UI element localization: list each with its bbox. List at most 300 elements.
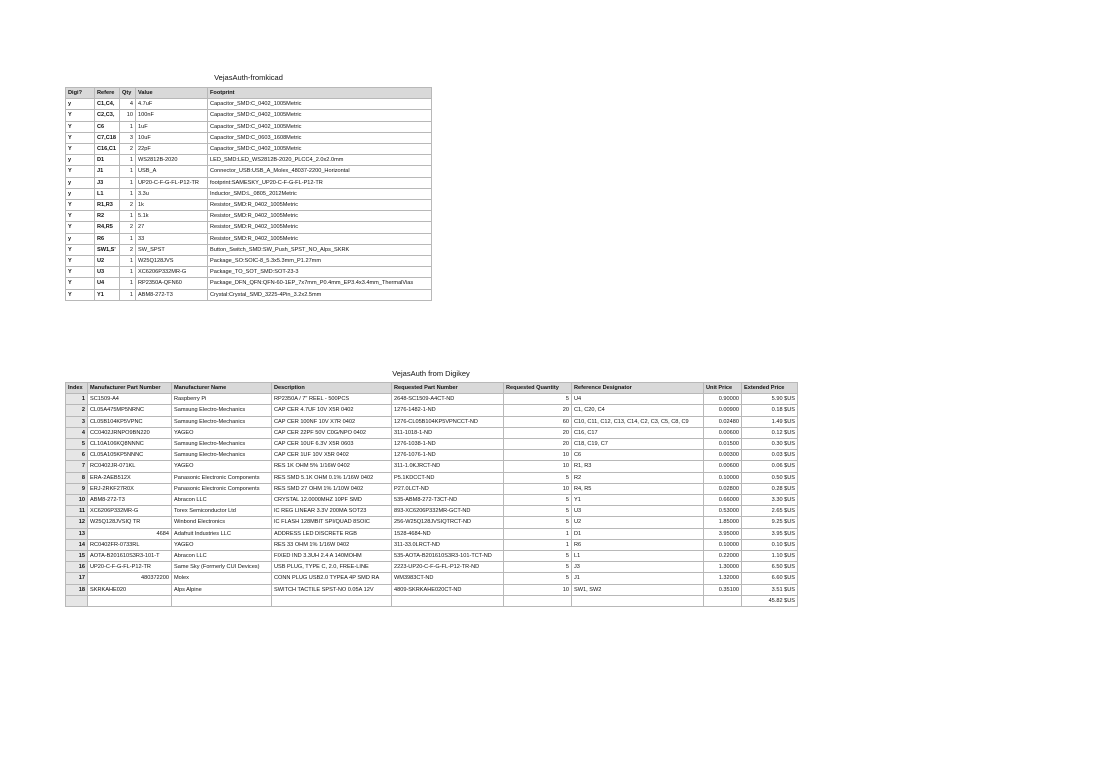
- kicad-cell: Y: [66, 244, 95, 255]
- kicad-cell: 1k: [136, 200, 208, 211]
- digikey-cell: 5: [504, 562, 572, 573]
- digikey-cell: 0.30 $US: [742, 439, 798, 450]
- empty-cell: [272, 595, 392, 606]
- table-row: [66, 405, 798, 416]
- digikey-cell: CC0402JRNPO9BN220: [88, 427, 172, 438]
- digikey-cell: 20: [504, 427, 572, 438]
- kicad-cell: 1: [120, 256, 136, 267]
- digikey-cell: SC1509-A4: [88, 394, 172, 405]
- kicad-cell: C2,C3,: [95, 110, 120, 121]
- kicad-cell: Capacitor_SMD:C_0402_1005Metric: [208, 144, 432, 155]
- table-row: [66, 233, 432, 244]
- digikey-cell: 1.32000: [704, 573, 742, 584]
- digikey-cell: 2: [66, 405, 88, 416]
- digikey-cell: ERA-2AEB512X: [88, 472, 172, 483]
- digikey-cell: 1276-1076-1-ND: [392, 450, 504, 461]
- kicad-cell: Inductor_SMD:L_0805_2012Metric: [208, 188, 432, 199]
- kicad-cell: C1,C4,: [95, 99, 120, 110]
- digikey-cell: FIXED IND 3.3UH 2.4 A 140MOHM: [272, 551, 392, 562]
- digikey-cell: 6.50 $US: [742, 562, 798, 573]
- table2-title: VejasAuth from Digikey: [392, 369, 470, 378]
- digikey-cell: W25Q128JVSIQ TR: [88, 517, 172, 528]
- table-row: [66, 267, 432, 278]
- digikey-cell: YAGEO: [172, 461, 272, 472]
- digikey-cell: YAGEO: [172, 539, 272, 550]
- digikey-cell: 0.28 $US: [742, 483, 798, 494]
- digikey-cell: RES 1K OHM 5% 1/16W 0402: [272, 461, 392, 472]
- digikey-header-cell: Requested Part Number: [392, 383, 504, 394]
- digikey-cell: Samsung Electro-Mechanics: [172, 416, 272, 427]
- digikey-cell: Panasonic Electronic Components: [172, 472, 272, 483]
- digikey-cell: 893-XC6206P332MR-GCT-ND: [392, 506, 504, 517]
- table-row: [66, 528, 798, 539]
- digikey-cell: 9: [66, 483, 88, 494]
- kicad-cell: 1: [120, 121, 136, 132]
- digikey-cell: Samsung Electro-Mechanics: [172, 450, 272, 461]
- digikey-cell: 4809-SKRKAHE020CT-ND: [392, 584, 504, 595]
- digikey-cell: 10: [504, 450, 572, 461]
- digikey-cell: Abracon LLC: [172, 551, 272, 562]
- digikey-bom-table: [65, 382, 798, 607]
- digikey-cell: 311-1018-1-ND: [392, 427, 504, 438]
- kicad-cell: Resistor_SMD:R_0402_1005Metric: [208, 233, 432, 244]
- table-row: [66, 244, 432, 255]
- kicad-cell: C6: [95, 121, 120, 132]
- digikey-cell: 0.01500: [704, 439, 742, 450]
- kicad-cell: Y: [66, 256, 95, 267]
- digikey-cell: 5.90 $US: [742, 394, 798, 405]
- digikey-cell: CAP CER 1UF 10V X5R 0402: [272, 450, 392, 461]
- digikey-cell: 1.85000: [704, 517, 742, 528]
- kicad-cell: y: [66, 99, 95, 110]
- digikey-cell: 1: [504, 539, 572, 550]
- kicad-cell: Y1: [95, 289, 120, 300]
- kicad-cell: J1: [95, 166, 120, 177]
- digikey-cell: 0.00600: [704, 427, 742, 438]
- digikey-cell: R1, R3: [572, 461, 704, 472]
- digikey-cell: UP20-C-F-G-FL-P12-TR: [88, 562, 172, 573]
- digikey-cell: RES SMD 5.1K OHM 0.1% 1/16W 0402: [272, 472, 392, 483]
- digikey-cell: 3.30 $US: [742, 495, 798, 506]
- kicad-cell: 33: [136, 233, 208, 244]
- digikey-cell: 1: [504, 528, 572, 539]
- kicad-cell: Resistor_SMD:R_0402_1005Metric: [208, 222, 432, 233]
- digikey-cell: 0.53000: [704, 506, 742, 517]
- table-row: [66, 222, 432, 233]
- kicad-cell: Resistor_SMD:R_0402_1005Metric: [208, 211, 432, 222]
- digikey-cell: CL10A106KQ8NNNC: [88, 439, 172, 450]
- kicad-header-cell: Qty: [120, 88, 136, 99]
- digikey-cell: CAP CER 10UF 6.3V X5R 0603: [272, 439, 392, 450]
- table-row: [66, 427, 798, 438]
- digikey-cell: RES SMD 27 OHM 1% 1/10W 0402: [272, 483, 392, 494]
- empty-cell: [172, 595, 272, 606]
- digikey-cell: 3: [66, 416, 88, 427]
- digikey-cell: 0.90000: [704, 394, 742, 405]
- digikey-cell: 20: [504, 439, 572, 450]
- digikey-cell: 0.00300: [704, 450, 742, 461]
- digikey-cell: 1276-1038-1-ND: [392, 439, 504, 450]
- kicad-cell: 3.3u: [136, 188, 208, 199]
- digikey-cell: 15: [66, 551, 88, 562]
- digikey-header-cell: Manufacturer Part Number: [88, 383, 172, 394]
- kicad-cell: Y: [66, 110, 95, 121]
- kicad-cell: R4,R5: [95, 222, 120, 233]
- digikey-cell: SKRKAHE020: [88, 584, 172, 595]
- digikey-cell: 4: [66, 427, 88, 438]
- digikey-header-cell: Reference Designator: [572, 383, 704, 394]
- kicad-cell: USB_A: [136, 166, 208, 177]
- digikey-cell: 9.25 $US: [742, 517, 798, 528]
- table-row: [66, 278, 432, 289]
- table-row: [66, 584, 798, 595]
- kicad-cell: Resistor_SMD:R_0402_1005Metric: [208, 200, 432, 211]
- empty-cell: [392, 595, 504, 606]
- digikey-cell: SWITCH TACTILE SPST-NO 0.05A 12V: [272, 584, 392, 595]
- digikey-cell: YAGEO: [172, 427, 272, 438]
- digikey-cell: 3.95 $US: [742, 528, 798, 539]
- digikey-cell: C16, C17: [572, 427, 704, 438]
- digikey-cell: 0.00600: [704, 461, 742, 472]
- digikey-header-cell: Requested Quantity: [504, 383, 572, 394]
- digikey-cell: 4684: [88, 528, 172, 539]
- digikey-cell: 16: [66, 562, 88, 573]
- digikey-cell: 3.51 $US: [742, 584, 798, 595]
- digikey-cell: 0.00900: [704, 405, 742, 416]
- digikey-cell: Abracon LLC: [172, 495, 272, 506]
- table-row: [66, 483, 798, 494]
- digikey-cell: 535-ABM8-272-T3CT-ND: [392, 495, 504, 506]
- digikey-cell: J3: [572, 562, 704, 573]
- table-row: [66, 144, 432, 155]
- digikey-cell: 256-W25Q128JVSIQTRCT-ND: [392, 517, 504, 528]
- digikey-cell: Samsung Electro-Mechanics: [172, 439, 272, 450]
- digikey-cell: 0.06 $US: [742, 461, 798, 472]
- kicad-cell: 3: [120, 132, 136, 143]
- kicad-cell: Y: [66, 144, 95, 155]
- digikey-cell: Raspberry Pi: [172, 394, 272, 405]
- kicad-cell: 2: [120, 200, 136, 211]
- digikey-cell: RC0402FR-0733RL: [88, 539, 172, 550]
- kicad-cell: XC6206P332MR-G: [136, 267, 208, 278]
- digikey-cell: CAP CER 22PF 50V C0G/NPO 0402: [272, 427, 392, 438]
- digikey-cell: Torex Semiconductor Ltd: [172, 506, 272, 517]
- table-row: [66, 495, 798, 506]
- kicad-cell: y: [66, 177, 95, 188]
- table-row: [66, 99, 432, 110]
- kicad-cell: 5.1k: [136, 211, 208, 222]
- empty-cell: [66, 595, 88, 606]
- kicad-cell: Capacitor_SMD:C_0402_1005Metric: [208, 121, 432, 132]
- kicad-cell: 1: [120, 166, 136, 177]
- digikey-cell: R4, R5: [572, 483, 704, 494]
- kicad-cell: 10uF: [136, 132, 208, 143]
- table-row: [66, 416, 798, 427]
- digikey-cell: 0.50 $US: [742, 472, 798, 483]
- digikey-cell: AOTA-B201610S3R3-101-T: [88, 551, 172, 562]
- kicad-cell: C7,C18: [95, 132, 120, 143]
- digikey-cell: Winbond Electronics: [172, 517, 272, 528]
- empty-cell: [704, 595, 742, 606]
- digikey-cell: 5: [504, 394, 572, 405]
- table-row: [66, 188, 432, 199]
- digikey-cell: RES 33 OHM 1% 1/16W 0402: [272, 539, 392, 550]
- digikey-cell: RC0402JR-071KL: [88, 461, 172, 472]
- digikey-cell: 12: [66, 517, 88, 528]
- kicad-cell: U2: [95, 256, 120, 267]
- digikey-cell: 2648-SC1509-A4CT-ND: [392, 394, 504, 405]
- digikey-cell: CAP CER 4.7UF 10V X5R 0402: [272, 405, 392, 416]
- kicad-cell: U4: [95, 278, 120, 289]
- digikey-cell: Molex: [172, 573, 272, 584]
- digikey-header-cell: Unit Price: [704, 383, 742, 394]
- table-row: [66, 289, 432, 300]
- empty-cell: [504, 595, 572, 606]
- digikey-cell: 5: [66, 439, 88, 450]
- digikey-cell: 0.22000: [704, 551, 742, 562]
- kicad-cell: Y: [66, 211, 95, 222]
- kicad-cell: 22pF: [136, 144, 208, 155]
- digikey-cell: 535-AOTA-B201610S3R3-101-TCT-ND: [392, 551, 504, 562]
- digikey-cell: 60: [504, 416, 572, 427]
- table-row: [66, 110, 432, 121]
- digikey-cell: 10: [504, 461, 572, 472]
- digikey-cell: 8: [66, 472, 88, 483]
- kicad-cell: 1: [120, 177, 136, 188]
- digikey-cell: 13: [66, 528, 88, 539]
- table-row: [66, 517, 798, 528]
- kicad-cell: Crystal:Crystal_SMD_3225-4Pin_3.2x2.5mm: [208, 289, 432, 300]
- kicad-cell: 4: [120, 99, 136, 110]
- kicad-cell: Capacitor_SMD:C_0603_1608Metric: [208, 132, 432, 143]
- digikey-cell: WM3983CT-ND: [392, 573, 504, 584]
- digikey-cell: CONN PLUG USB2.0 TYPEA 4P SMD RA: [272, 573, 392, 584]
- table-row: [66, 394, 798, 405]
- kicad-cell: UP20-C-F-G-FL-P12-TR: [136, 177, 208, 188]
- kicad-cell: 2: [120, 244, 136, 255]
- digikey-cell: 0.02800: [704, 483, 742, 494]
- kicad-cell: R1,R3: [95, 200, 120, 211]
- digikey-cell: 1: [66, 394, 88, 405]
- kicad-cell: W25Q128JVS: [136, 256, 208, 267]
- digikey-cell: 0.03 $US: [742, 450, 798, 461]
- kicad-cell: Y: [66, 166, 95, 177]
- kicad-cell: Y: [66, 121, 95, 132]
- digikey-cell: CL05A475MP5NRNC: [88, 405, 172, 416]
- digikey-cell: USB PLUG, TYPE C, 2.0, FREE-LINE: [272, 562, 392, 573]
- digikey-cell: 1276-CL05B104KP5VPNCCT-ND: [392, 416, 504, 427]
- digikey-cell: D1: [572, 528, 704, 539]
- digikey-cell: Panasonic Electronic Components: [172, 483, 272, 494]
- table-row: [66, 211, 432, 222]
- kicad-header-cell: Refere: [95, 88, 120, 99]
- table-row: [66, 177, 432, 188]
- extended-price-total: 45.82 $US: [742, 595, 798, 606]
- kicad-cell: U3: [95, 267, 120, 278]
- kicad-cell: Button_Switch_SMD:SW_Push_SPST_NO_Alps_SKRK: [208, 244, 432, 255]
- kicad-cell: 1uF: [136, 121, 208, 132]
- kicad-cell: y: [66, 233, 95, 244]
- digikey-cell: Same Sky (Formerly CUI Devices): [172, 562, 272, 573]
- digikey-cell: 11: [66, 506, 88, 517]
- table-row: [66, 450, 798, 461]
- digikey-cell: 10: [66, 495, 88, 506]
- kicad-cell: C16,C1: [95, 144, 120, 155]
- kicad-cell: 27: [136, 222, 208, 233]
- kicad-cell: ABM8-272-T3: [136, 289, 208, 300]
- digikey-cell: IC REG LINEAR 3.3V 200MA SOT23: [272, 506, 392, 517]
- kicad-cell: R2: [95, 211, 120, 222]
- empty-cell: [88, 595, 172, 606]
- digikey-header-cell: Index: [66, 383, 88, 394]
- kicad-cell: Capacitor_SMD:C_0402_1005Metric: [208, 99, 432, 110]
- total-row: [66, 595, 798, 606]
- digikey-cell: 7: [66, 461, 88, 472]
- digikey-cell: ADDRESS LED DISCRETE RGB: [272, 528, 392, 539]
- digikey-cell: U3: [572, 506, 704, 517]
- digikey-cell: 18: [66, 584, 88, 595]
- digikey-cell: 0.66000: [704, 495, 742, 506]
- kicad-cell: 1: [120, 211, 136, 222]
- table-row: [66, 166, 432, 177]
- digikey-cell: 5: [504, 472, 572, 483]
- kicad-header-cell: Digi?: [66, 88, 95, 99]
- digikey-cell: L1: [572, 551, 704, 562]
- kicad-cell: SW_SPST: [136, 244, 208, 255]
- table-row: [66, 551, 798, 562]
- table-row: [66, 472, 798, 483]
- kicad-bom-table: [65, 87, 432, 301]
- digikey-cell: C18, C19, C7: [572, 439, 704, 450]
- kicad-cell: Y: [66, 278, 95, 289]
- digikey-header-cell: Manufacturer Name: [172, 383, 272, 394]
- digikey-cell: 5: [504, 495, 572, 506]
- kicad-header-cell: Footprint: [208, 88, 432, 99]
- table-row: [66, 121, 432, 132]
- kicad-cell: 1: [120, 155, 136, 166]
- table-row: [66, 256, 432, 267]
- kicad-cell: RP2350A-QFN60: [136, 278, 208, 289]
- table-row: [66, 155, 432, 166]
- kicad-cell: WS2812B-2020: [136, 155, 208, 166]
- kicad-cell: 2: [120, 222, 136, 233]
- digikey-cell: ABM8-272-T3: [88, 495, 172, 506]
- digikey-cell: C10, C11, C12, C13, C14, C2, C3, C5, C8, C9: [572, 416, 704, 427]
- digikey-cell: 1.10 $US: [742, 551, 798, 562]
- table-row: [66, 200, 432, 211]
- digikey-cell: 1528-4684-ND: [392, 528, 504, 539]
- digikey-header-row: [66, 383, 798, 394]
- empty-cell: [572, 595, 704, 606]
- kicad-cell: footprint:SAMESKY_UP20-C-F-G-FL-P12-TR: [208, 177, 432, 188]
- kicad-cell: y: [66, 188, 95, 199]
- digikey-cell: R6: [572, 539, 704, 550]
- kicad-cell: 4.7uF: [136, 99, 208, 110]
- digikey-cell: U2: [572, 517, 704, 528]
- digikey-cell: 0.10 $US: [742, 539, 798, 550]
- kicad-cell: 1: [120, 267, 136, 278]
- kicad-header-row: [66, 88, 432, 99]
- digikey-cell: 2223-UP20-C-F-G-FL-P12-TR-ND: [392, 562, 504, 573]
- digikey-cell: 5: [504, 551, 572, 562]
- digikey-cell: R2: [572, 472, 704, 483]
- digikey-cell: Alps Alpine: [172, 584, 272, 595]
- digikey-cell: J1: [572, 573, 704, 584]
- digikey-cell: RP2350A / 7" REEL - 500PCS: [272, 394, 392, 405]
- digikey-cell: P27.0LCT-ND: [392, 483, 504, 494]
- digikey-cell: Adafruit Industries LLC: [172, 528, 272, 539]
- kicad-cell: 1: [120, 278, 136, 289]
- table1-title: VejasAuth-fromkicad: [214, 73, 283, 82]
- digikey-cell: 311-33.0LRCT-ND: [392, 539, 504, 550]
- digikey-cell: 17: [66, 573, 88, 584]
- digikey-cell: 311-1.0KJRCT-ND: [392, 461, 504, 472]
- digikey-cell: 5: [504, 517, 572, 528]
- kicad-cell: R6: [95, 233, 120, 244]
- kicad-cell: SW1,S': [95, 244, 120, 255]
- kicad-cell: Capacitor_SMD:C_0402_1005Metric: [208, 110, 432, 121]
- kicad-cell: J3: [95, 177, 120, 188]
- digikey-cell: 480372200: [88, 573, 172, 584]
- kicad-cell: Connector_USB:USB_A_Molex_48037-2200_Horizontal: [208, 166, 432, 177]
- digikey-cell: P5.1KDCCT-ND: [392, 472, 504, 483]
- digikey-cell: 14: [66, 539, 88, 550]
- digikey-cell: 1.30000: [704, 562, 742, 573]
- digikey-cell: 0.02480: [704, 416, 742, 427]
- digikey-header-cell: Description: [272, 383, 392, 394]
- kicad-cell: Y: [66, 132, 95, 143]
- kicad-cell: Package_DFN_QFN:QFN-60-1EP_7x7mm_P0.4mm_EP3.4x3.4mm_ThermalVias: [208, 278, 432, 289]
- digikey-cell: CL05B104KP5VPNC: [88, 416, 172, 427]
- kicad-cell: Y: [66, 200, 95, 211]
- kicad-cell: Y: [66, 267, 95, 278]
- digikey-cell: 20: [504, 405, 572, 416]
- digikey-cell: C1, C20, C4: [572, 405, 704, 416]
- table-row: [66, 562, 798, 573]
- kicad-cell: LED_SMD:LED_WS2812B-2020_PLCC4_2.0x2.0mm: [208, 155, 432, 166]
- kicad-cell: 10: [120, 110, 136, 121]
- digikey-cell: 0.12 $US: [742, 427, 798, 438]
- kicad-header-cell: Value: [136, 88, 208, 99]
- kicad-cell: Y: [66, 289, 95, 300]
- kicad-cell: D1: [95, 155, 120, 166]
- digikey-header-cell: Extended Price: [742, 383, 798, 394]
- table-row: [66, 461, 798, 472]
- digikey-cell: 2.65 $US: [742, 506, 798, 517]
- digikey-cell: SW1, SW2: [572, 584, 704, 595]
- digikey-cell: 6: [66, 450, 88, 461]
- digikey-cell: 0.18 $US: [742, 405, 798, 416]
- kicad-cell: Package_TO_SOT_SMD:SOT-23-3: [208, 267, 432, 278]
- kicad-cell: 100nF: [136, 110, 208, 121]
- kicad-cell: Y: [66, 222, 95, 233]
- kicad-cell: 1: [120, 289, 136, 300]
- digikey-cell: 3.95000: [704, 528, 742, 539]
- digikey-cell: XC6206P332MR-G: [88, 506, 172, 517]
- table-row: [66, 132, 432, 143]
- table-row: [66, 539, 798, 550]
- digikey-cell: Y1: [572, 495, 704, 506]
- kicad-cell: 2: [120, 144, 136, 155]
- digikey-cell: 10: [504, 483, 572, 494]
- table-row: [66, 573, 798, 584]
- digikey-cell: C6: [572, 450, 704, 461]
- kicad-cell: L1: [95, 188, 120, 199]
- digikey-cell: U4: [572, 394, 704, 405]
- table-row: [66, 506, 798, 517]
- digikey-cell: 0.35100: [704, 584, 742, 595]
- table-row: [66, 439, 798, 450]
